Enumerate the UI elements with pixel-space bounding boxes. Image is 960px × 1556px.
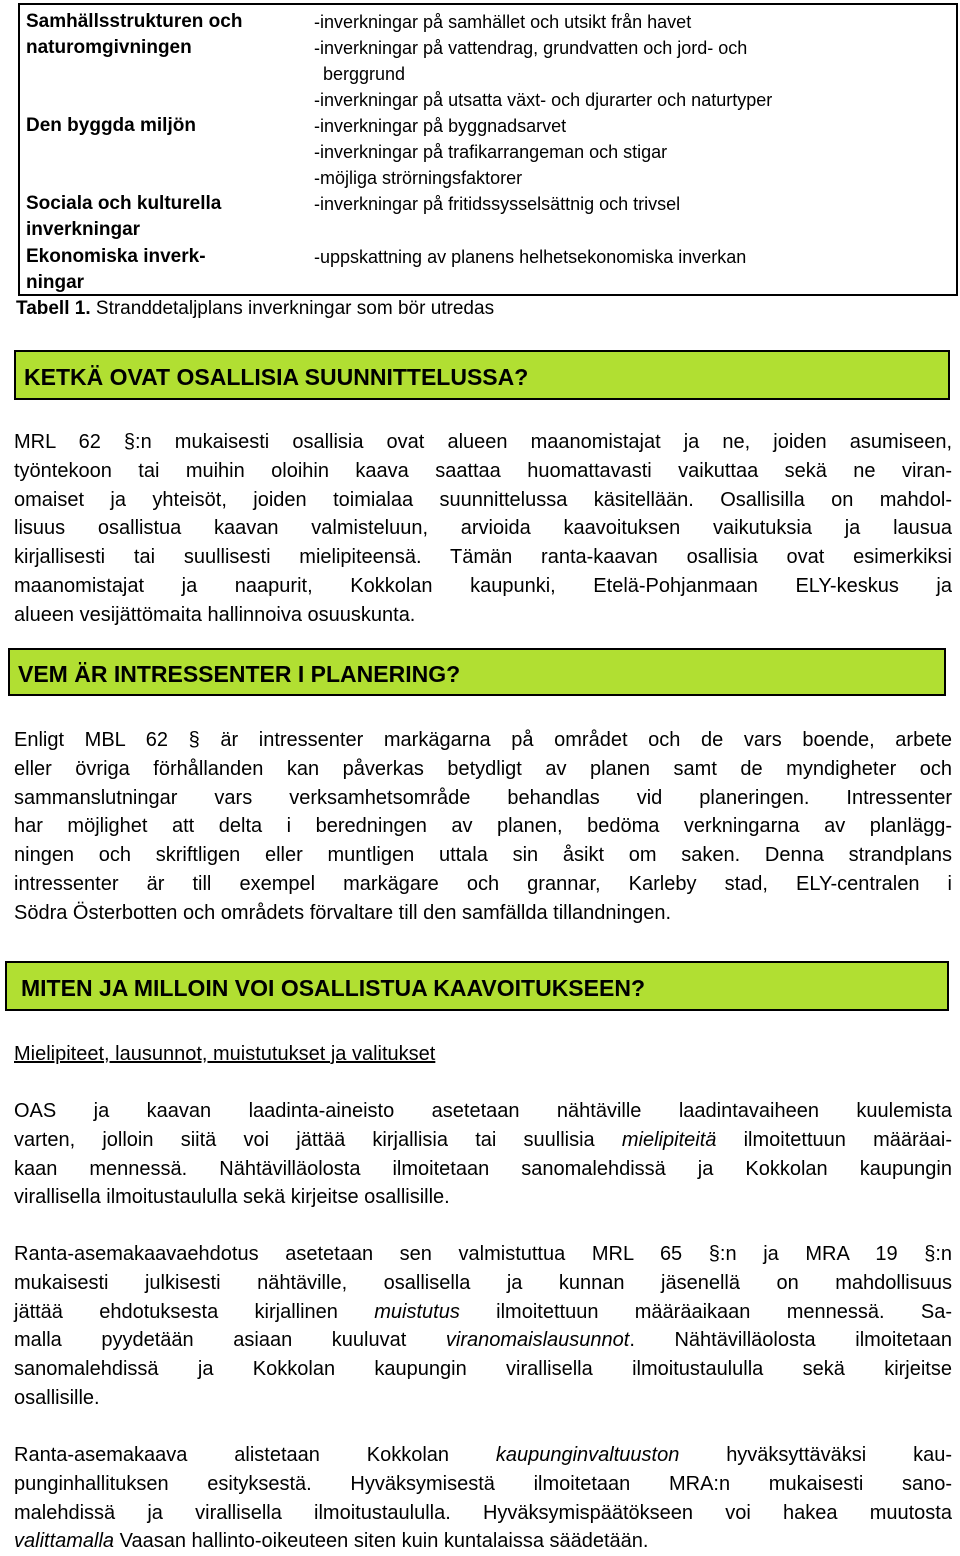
row-label: Ekonomiska inverk- ningar (26, 246, 206, 293)
row-label: Samhällsstrukturen och naturomgivningen (26, 11, 243, 58)
subsection-title: Mielipiteet, lausunnot, muistutukset ja valitukset (14, 1043, 436, 1065)
table-caption: Tabell 1. Stranddetaljplans inverkningar som bör utredas (16, 298, 495, 319)
row-values: -inverkningar på byggnadsarvet -inverkningar på trafikarrangeman och stigar -möjliga strörningsfaktorer (314, 116, 668, 188)
paragraph-intressenter: Enligt MBL 62 § är intressenter markägarna på området och de vars boende, arbete eller övriga förhållanden kan påverkas betydligt av planen samt de myndigheter och sammanslutningar vars verksamhetsområde behandlas vid planeringen. Intressenter har möjlighet att delta i beredningen av planen, bedöma verkningarna av planlägg- ningen och skriftligen eller muntligen uttala sin åsikt om saken. Denna strandplans intressenter är till exempel markägare och grannar, Karleby stad, ELY-centralen i Södra Österbotten och områdets förvaltare till den samfällda tillandningen. (14, 729, 952, 924)
row-values: -inverkningar på fritidssysselsättnig och trivsel (314, 194, 681, 214)
section-heading: VEM ÄR INTRESSENTER I PLANERING? (8, 648, 946, 696)
paragraph-osalliset: MRL 62 §:n mukaisesti osallisia ovat alueen maanomistajat ja ne, joiden asumiseen, työntekoon tai muihin oloihin kaava saattaa huomattavasti vaikuttaa sekä ne viran- omaiset ja yhteisöt, joiden toimialaa suunnittelussa käsitellään. Osallisilla on mahdol- lisuus osallistua kaavan valmisteluun, arvioida kaavoituksen vaikutuksia ja lausua kirjallisesti tai suullisesti mielipiteensä. Tämän ranta-kaavan osallisia ovat esimerkiksi maanomistajat ja naapurit, Kokkolan kaupunki, Etelä-Pohjanmaan ELY-keskus ja alueen vesijättömaita hallinnoiva osuuskunta. (14, 431, 952, 626)
paragraph-hyvaksyminen: Ranta-asemakaava alistetaan Kokkolan kaupunginvaltuuston hyväksyttäväksi kau- punginhallituksen esityksestä. Hyväksymisestä ilmoitetaan MRA:n mukaisesti sano- malehdissä ja virallisella ilmoitustaululla. Hyväksymispäätökseen voi hakea muutosta valittamalla Vaasan hallinto-oikeuteen siten kuin kuntalaissa säädetään. (14, 1444, 952, 1553)
paragraph-mielipiteet: OAS ja kaavan laadinta-aineisto asetetaan nähtäville laadintavaiheen kuulemista varten, jolloin siitä voi jättää kirjallisia tai suullisia mielipiteitä ilmoitettuun määräai- kaan mennessä. Nähtävilläolosta ilmoitetaan sanomalehdissä ja Kokkolan kaupungin virallisella ilmoitustaululla sekä kirjeitse osallisille. (14, 1100, 952, 1209)
row-label: Sociala och kulturella inverkningar (26, 193, 222, 240)
impact-table (18, 3, 958, 296)
row-values: -uppskattning av planens helhetsekonomiska inverkan (314, 247, 747, 267)
row-label: Den byggda miljön (26, 115, 196, 136)
section-heading: MITEN JA MILLOIN VOI OSALLISTUA KAAVOITUKSEEN? (5, 961, 949, 1011)
row-values: -inverkningar på samhället och utsikt från havet -inverkningar på vattendrag, grundvatten och jord- och berggrund -inverkningar på utsatta växt- och djurarter och naturtyper (314, 12, 773, 110)
section-heading: KETKÄ OVAT OSALLISIA SUUNNITTELUSSA? (14, 350, 950, 400)
paragraph-ehdotus: Ranta-asemakaavaehdotus asetetaan sen valmistuttua MRL 65 §:n ja MRA 19 §:n mukaisesti julkisesti nähtäville, osallisella ja kunnan jäsenellä on mahdollisuus jättää ehdotuksesta kirjallinen muistutus ilmoitettuun määräaikaan mennessä. Sa- malla pyydetään asiaan kuuluvat viranomaislausunnot. Nähtävilläolosta ilmoitetaan sanomalehdissä ja Kokkolan kaupungin virallisella ilmoitustaululla sekä kirjeitse osallisille. (14, 1243, 952, 1409)
